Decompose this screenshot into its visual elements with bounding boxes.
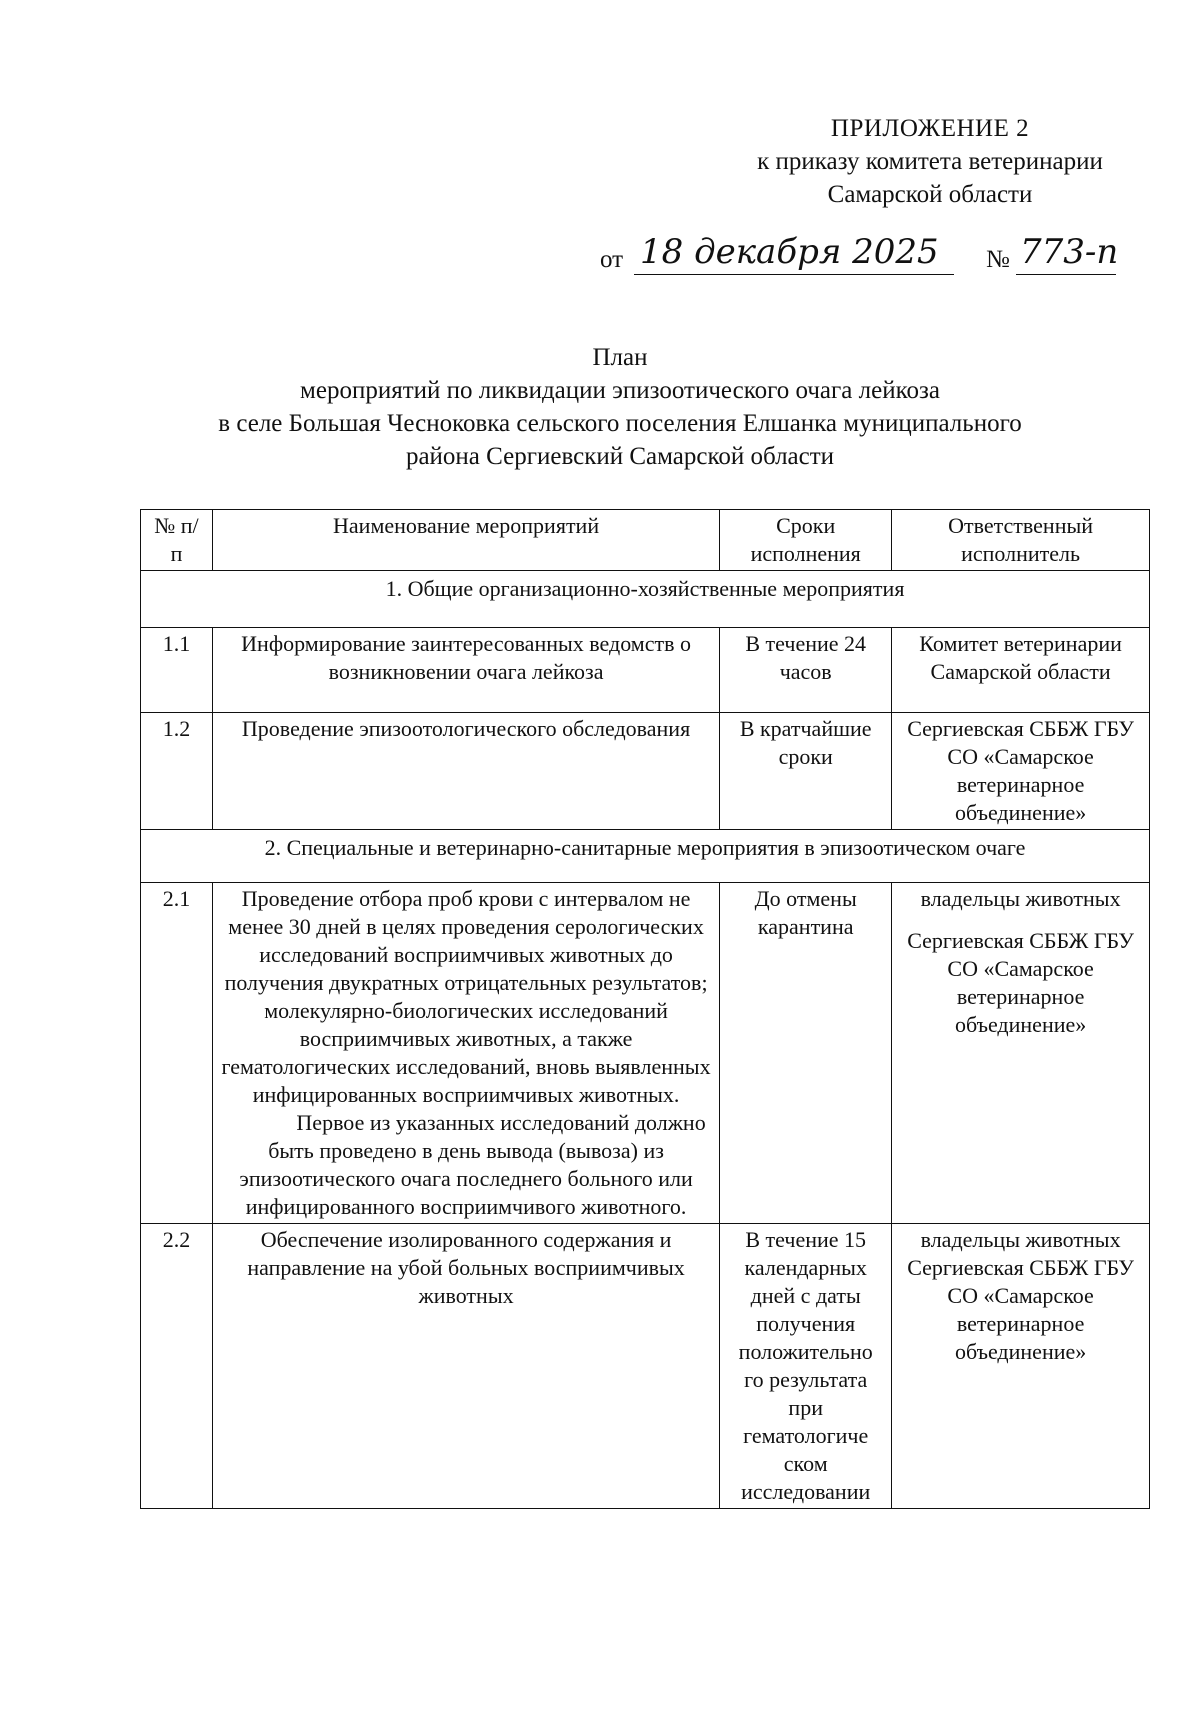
row-term: В течение 24 часов	[720, 628, 892, 713]
row-num: 2.1	[141, 883, 213, 1224]
section-row-2	[141, 830, 1150, 883]
row-resp	[892, 1224, 1150, 1509]
row-resp-org: Сергиевская СББЖ ГБУ СО «Самарское ветеринарное объединение»	[907, 1255, 1134, 1364]
row-name-paragraph-2: Первое из указанных исследований должно быть проведено в день вывода (вывоза) из эпизоотического очага последнего больного или инфицированного восприимчивого животного.	[239, 1110, 706, 1219]
row-num: 1.1	[141, 628, 213, 713]
appendix-line-1: к приказу комитета ветеринарии	[757, 148, 1103, 175]
plan-line-1: мероприятий по ликвидации эпизоотического очага лейкоза	[300, 377, 940, 404]
row-resp-org: Сергиевская СББЖ ГБУ СО «Самарское ветеринарное объединение»	[907, 928, 1134, 1037]
section-row-1	[141, 571, 1150, 628]
row-term: До отмены карантина	[720, 883, 892, 1224]
header-resp: Ответственный исполнитель	[892, 510, 1150, 571]
header-num: № п/п	[141, 510, 213, 571]
header-name: Наименование мероприятий	[212, 510, 719, 571]
handwritten-date: 18 декабря 2025	[640, 232, 939, 272]
number-prefix: №	[986, 246, 1010, 273]
table-row	[141, 1224, 1150, 1509]
row-resp-owners: владельцы животных	[920, 886, 1121, 911]
row-name-paragraph-1: Проведение отбора проб крови с интервалом не менее 30 дней в целях проведения серологических исследований восприимчивых животных до получения двукратных отрицательных результатов; молекулярно-биологических исследований восприимчивых животных, а также гематологических исследований, вновь выявленных инфицированных восприимчивых животных.	[221, 886, 711, 1107]
plan-title: План	[592, 344, 648, 371]
plan-line-3: района Сергиевский Самарской области	[405, 443, 835, 470]
date-underline	[634, 274, 954, 275]
row-resp: Комитет ветеринарии Самарской области	[892, 628, 1150, 713]
section-title-1: 1. Общие организационно-хозяйственные мероприятия	[141, 571, 1150, 628]
plan-table	[140, 509, 1150, 1509]
row-name: Информирование заинтересованных ведомств о возникновении очага лейкоза	[212, 628, 719, 713]
row-term: В течение 15 календарных дней с даты получения положительно го результата при гематологиче ском исследовании	[720, 1224, 892, 1509]
header-term: Сроки исполнения	[720, 510, 892, 571]
table-row	[141, 883, 1150, 1224]
row-resp-owners: владельцы животных	[920, 1227, 1121, 1252]
plan-line-2: в селе Большая Чесноковка сельского поселения Елшанка муниципального	[218, 410, 1022, 437]
row-name: Проведение эпизоотологического обследования	[212, 713, 719, 830]
appendix-header	[690, 112, 1170, 211]
appendix-title: ПРИЛОЖЕНИЕ 2	[830, 115, 1030, 142]
row-num: 1.2	[141, 713, 213, 830]
number-underline	[1016, 274, 1116, 275]
handwritten-number: 773-п	[1020, 232, 1119, 272]
row-name: Обеспечение изолированного содержания и направление на убой больных восприимчивых животных	[212, 1224, 719, 1509]
appendix-line-2: Самарской области	[827, 181, 1033, 208]
row-term: В кратчайшие сроки	[720, 713, 892, 830]
section-title-2: 2. Специальные и ветеринарно-санитарные мероприятия в эпизоотическом очаге	[141, 830, 1150, 883]
row-num: 2.2	[141, 1224, 213, 1509]
table-row	[141, 713, 1150, 830]
row-resp	[892, 883, 1150, 1224]
row-resp-gap	[900, 913, 1141, 927]
row-resp: Сергиевская СББЖ ГБУ СО «Самарское ветеринарное объединение»	[892, 713, 1150, 830]
row-name	[212, 883, 719, 1224]
table-row	[141, 628, 1150, 713]
date-prefix: от	[600, 246, 624, 273]
table-header-row	[141, 510, 1150, 571]
plan-heading	[140, 341, 1100, 473]
